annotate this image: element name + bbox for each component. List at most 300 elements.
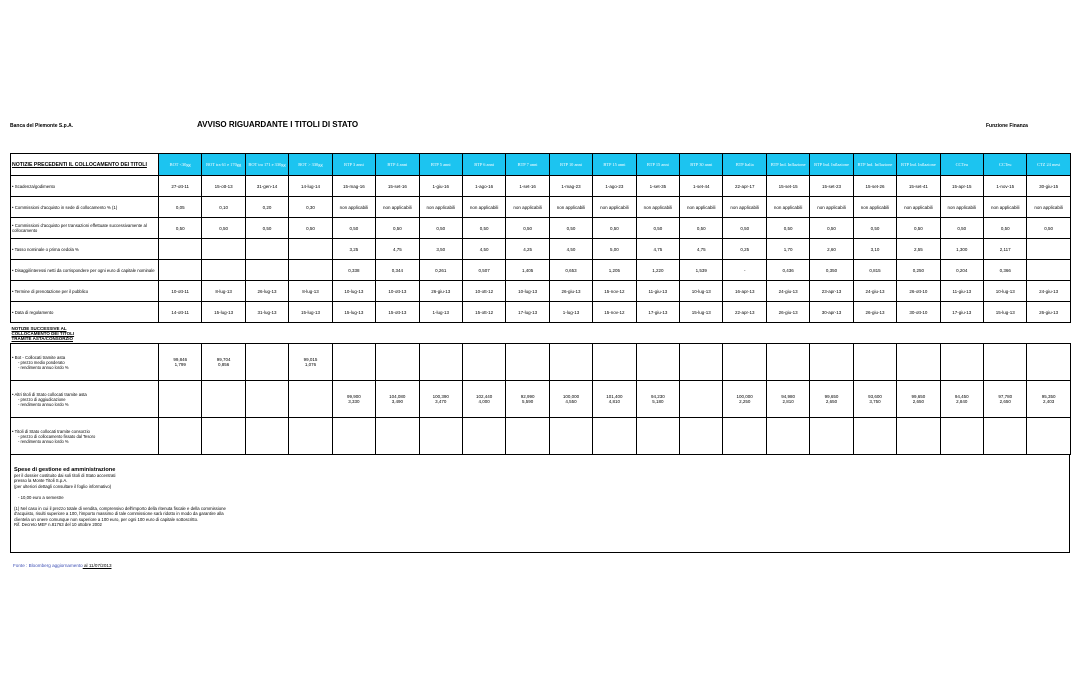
bank-name: Banca del Piemonte S.p.A. bbox=[10, 123, 74, 129]
table-cell: 26-giu-13 bbox=[766, 302, 809, 323]
column-header: BTP Ind. Inflazione bbox=[810, 154, 853, 176]
cell-value: 2,810 bbox=[782, 399, 794, 404]
bond-table bbox=[10, 153, 1071, 455]
table-cell bbox=[636, 381, 679, 418]
table-cell bbox=[159, 418, 202, 455]
table-cell: 1-nov-15 bbox=[984, 176, 1027, 197]
cell-value: 4,550 bbox=[565, 399, 577, 404]
table-cell: 15-lug-13 bbox=[332, 302, 375, 323]
table-cell: 10-lug-13 bbox=[506, 281, 549, 302]
table-cell: 17-giu-13 bbox=[636, 302, 679, 323]
table-cell bbox=[159, 344, 202, 381]
table-cell: 0,50 bbox=[289, 218, 332, 239]
table-cell: 22-apr-17 bbox=[723, 176, 766, 197]
table-cell: 10-ott-12 bbox=[462, 281, 505, 302]
cell-value: 99,650 bbox=[911, 394, 926, 399]
table-cell bbox=[462, 381, 505, 418]
row-label-main: • Titoli di Stato collocati tramite consorzio bbox=[12, 428, 90, 434]
table-cell: non applicabili bbox=[376, 197, 419, 218]
table-cell: 2,60 bbox=[810, 239, 853, 260]
table-cell: 0,50 bbox=[376, 218, 419, 239]
table-cell: 0,50 bbox=[245, 218, 288, 239]
table-cell: non applicabili bbox=[593, 197, 636, 218]
table-cell: 15-lug-13 bbox=[984, 302, 1027, 323]
table-cell: 1-giu-16 bbox=[419, 176, 462, 197]
table-cell: 16-apr-13 bbox=[723, 281, 766, 302]
table-cell: 17-lug-13 bbox=[506, 302, 549, 323]
row-label: • Data di regolamento bbox=[11, 302, 159, 323]
cell-value: 2,250 bbox=[739, 399, 751, 404]
row-label: • Commissioni d'acquisto in sede di collocamento % (1) bbox=[11, 197, 159, 218]
table-cell: 1,70 bbox=[766, 239, 809, 260]
table-cell: 10-lug-13 bbox=[984, 281, 1027, 302]
table-cell bbox=[766, 344, 809, 381]
table-row bbox=[11, 418, 1071, 455]
table-cell bbox=[940, 381, 983, 418]
row-label: • Disaggi/interessi netti da corrispondere per ogni euro di capitale nominale bbox=[11, 260, 159, 281]
table-cell: 10-ott-13 bbox=[376, 281, 419, 302]
cell-value: 100,000 bbox=[562, 394, 580, 399]
table-cell: 0,250 bbox=[897, 260, 940, 281]
cell-value: 2,650 bbox=[999, 399, 1011, 404]
row-label: • Scadenza/godimento bbox=[11, 176, 159, 197]
table-cell bbox=[723, 418, 766, 455]
table-cell: 30-giu-15 bbox=[1027, 176, 1070, 197]
table-cell bbox=[940, 344, 983, 381]
table-cell bbox=[419, 344, 462, 381]
table-cell bbox=[723, 344, 766, 381]
row-label: • Termine di prenotazione per il pubblico bbox=[11, 281, 159, 302]
table-cell: 0,366 bbox=[984, 260, 1027, 281]
table-cell: 26-ott-10 bbox=[897, 281, 940, 302]
cell-value: 3,750 bbox=[869, 399, 881, 404]
table-cell: 26-giu-13 bbox=[419, 281, 462, 302]
cell-value: 95,350 bbox=[1041, 394, 1056, 399]
table-cell bbox=[897, 418, 940, 455]
table-cell: 3,50 bbox=[419, 239, 462, 260]
column-header: CTZ 24 mesi bbox=[1027, 154, 1070, 176]
column-header: BTP 7 anni bbox=[506, 154, 549, 176]
table-cell: 15-set-15 bbox=[766, 176, 809, 197]
table-cell bbox=[984, 418, 1027, 455]
column-header: BTP Ind. Inflazione bbox=[897, 154, 940, 176]
table-cell: 0,50 bbox=[984, 218, 1027, 239]
table-row bbox=[11, 197, 1071, 218]
table-cell: 10-ott-11 bbox=[159, 281, 202, 302]
table-cell bbox=[159, 260, 202, 281]
table-cell: 4,75 bbox=[680, 239, 723, 260]
table-cell bbox=[245, 418, 288, 455]
table-cell: 0,50 bbox=[853, 218, 896, 239]
table-cell: 15-mag-16 bbox=[332, 176, 375, 197]
column-header: BOT <30gg bbox=[159, 154, 202, 176]
note-line: (1) Nel caso in cui il prezzo totale di vendita, comprensivo dell'importo della ritenuta fiscale e della commissione bbox=[14, 506, 226, 512]
table-cell bbox=[202, 418, 245, 455]
table-cell: 15-apr-15 bbox=[940, 176, 983, 197]
column-header: BTP 10 anni bbox=[549, 154, 592, 176]
source-date: al 11/07/2013 bbox=[82, 563, 112, 568]
fees-title: Spese di gestione ed amministrazione bbox=[14, 467, 116, 473]
table-cell: 15-lug-13 bbox=[680, 302, 723, 323]
table-cell bbox=[853, 418, 896, 455]
column-header: BOT tra 61 e 170gg bbox=[202, 154, 245, 176]
table-cell: 0,50 bbox=[332, 218, 375, 239]
cell-value: 3,470 bbox=[435, 399, 447, 404]
row-label: • Tasso nominale o prima cedola % bbox=[11, 239, 159, 260]
table-cell bbox=[680, 418, 723, 455]
column-header: BTP 15 anni bbox=[636, 154, 679, 176]
cell-value: 94,980 bbox=[781, 394, 795, 399]
table-cell bbox=[202, 260, 245, 281]
table-cell: 0,261 bbox=[419, 260, 462, 281]
table-cell: 4,75 bbox=[636, 239, 679, 260]
row-label-sub: - rendimento annuo lordo % bbox=[18, 438, 69, 444]
table-cell: non applicabili bbox=[853, 197, 896, 218]
table-cell: 24-giu-13 bbox=[766, 281, 809, 302]
column-header: BTP 30 anni bbox=[680, 154, 723, 176]
cell-value: 2,403 bbox=[1043, 399, 1055, 404]
fees-amount: - 10,00 euro a semestre bbox=[18, 494, 64, 500]
table-cell: 15-lug-13 bbox=[202, 302, 245, 323]
cell-value: 94,450 bbox=[954, 394, 969, 399]
table-cell: 3,25 bbox=[332, 239, 375, 260]
table-cell: 0,50 bbox=[419, 218, 462, 239]
table-cell bbox=[419, 381, 462, 418]
cell-value: 99,846 bbox=[173, 357, 188, 362]
table-cell: 15-set-16 bbox=[376, 176, 419, 197]
table-cell: 15-ott-12 bbox=[462, 302, 505, 323]
cell-value: 4,810 bbox=[608, 399, 621, 404]
table-cell bbox=[1027, 239, 1070, 260]
cell-value: 100,000 bbox=[736, 394, 753, 399]
table-cell: non applicabili bbox=[810, 197, 853, 218]
cell-value: 2,650 bbox=[912, 399, 925, 404]
column-header: BTP 6 anni bbox=[462, 154, 505, 176]
table-cell: 0,50 bbox=[593, 218, 636, 239]
table-cell bbox=[680, 381, 723, 418]
table-cell bbox=[549, 418, 592, 455]
table-cell: 24-giu-13 bbox=[1027, 281, 1070, 302]
table-cell bbox=[462, 344, 505, 381]
table-cell: 0,50 bbox=[636, 218, 679, 239]
table-cell: 2,55 bbox=[897, 239, 940, 260]
table-cell bbox=[289, 260, 332, 281]
table-cell bbox=[332, 418, 375, 455]
table-cell: 4,75 bbox=[376, 239, 419, 260]
cell-value: 93,600 bbox=[868, 394, 882, 399]
section-after-title bbox=[11, 323, 159, 344]
table-cell bbox=[766, 418, 809, 455]
table-cell: 0,50 bbox=[940, 218, 983, 239]
table-cell: 0,50 bbox=[549, 218, 592, 239]
cell-value: 2,840 bbox=[956, 399, 968, 404]
column-header: BTP 15 anni bbox=[593, 154, 636, 176]
table-cell: 0,25 bbox=[723, 239, 766, 260]
table-cell bbox=[376, 418, 419, 455]
table-cell: 14-ott-11 bbox=[159, 302, 202, 323]
cell-value: 104,080 bbox=[389, 394, 406, 399]
table-cell: non applicabili bbox=[723, 197, 766, 218]
row-label-sub: - prezzo di aggiudicazione bbox=[18, 396, 66, 402]
row-label-sub: - prezzo di collocamento fissato dal Tesoro bbox=[18, 433, 96, 439]
table-cell: 1-set-44 bbox=[680, 176, 723, 197]
table-cell: non applicabili bbox=[940, 197, 983, 218]
section-after-line: TRAMITE ASTA/CONSORZIO bbox=[11, 335, 73, 341]
cell-value: 99,704 bbox=[216, 357, 231, 362]
table-cell: 15-nov-12 bbox=[593, 281, 636, 302]
table-cell: 24-giu-13 bbox=[853, 281, 896, 302]
table-cell: 3,10 bbox=[853, 239, 896, 260]
table-cell: 2,117 bbox=[984, 239, 1027, 260]
table-cell bbox=[1027, 344, 1070, 381]
table-cell bbox=[766, 381, 809, 418]
table-cell: 15-nov-12 bbox=[593, 302, 636, 323]
table-cell: 0,204 bbox=[940, 260, 983, 281]
source-label: Fonte : Bloomberg aggiornamento bbox=[13, 563, 83, 568]
table-cell bbox=[984, 381, 1027, 418]
column-header: BTP Italia bbox=[723, 154, 766, 176]
table-cell bbox=[1027, 418, 1070, 455]
table-cell: 1-set-16 bbox=[506, 176, 549, 197]
table-cell bbox=[940, 418, 983, 455]
table-cell: 11-giu-13 bbox=[636, 281, 679, 302]
table-cell: 1,220 bbox=[636, 260, 679, 281]
table-cell bbox=[376, 344, 419, 381]
row-label: • Commissioni d'acquisto per transazioni effettuate successivamente al collocamento bbox=[11, 218, 159, 239]
table-cell: non applicabili bbox=[1027, 197, 1070, 218]
section-after-line: COLLOCAMENTO DEI TITOLI bbox=[11, 330, 75, 336]
table-cell: 0,20 bbox=[245, 197, 288, 218]
table-cell: 1,300 bbox=[940, 239, 983, 260]
table-cell: 4,50 bbox=[462, 239, 505, 260]
column-header: BOT tra 171 e 330gg bbox=[245, 154, 288, 176]
table-cell bbox=[245, 381, 288, 418]
note-line: clientela un onere comunque non superiore a 100 euro, per ogni 100 euro di capitale sottoscritto. bbox=[14, 516, 199, 522]
table-cell bbox=[159, 381, 202, 418]
table-cell: 1-set-35 bbox=[636, 176, 679, 197]
table-cell: 26-giu-13 bbox=[549, 281, 592, 302]
table-cell bbox=[332, 344, 375, 381]
table-cell bbox=[376, 381, 419, 418]
table-row bbox=[11, 381, 1071, 418]
table-cell bbox=[984, 344, 1027, 381]
table-cell bbox=[245, 260, 288, 281]
table-cell bbox=[853, 344, 896, 381]
table-cell: 30-ott-10 bbox=[897, 302, 940, 323]
table-cell bbox=[202, 239, 245, 260]
table-cell bbox=[853, 381, 896, 418]
table-cell: 1,405 bbox=[506, 260, 549, 281]
section-previous-title: NOTIZIE PRECEDENTI IL COLLOCAMENTO DEI TITOLI bbox=[11, 154, 159, 176]
table-cell: 0,50 bbox=[462, 218, 505, 239]
fees-line: (per ulteriori dettagli consultare il foglio informativo) bbox=[14, 483, 112, 489]
note-line: d'acquisto, risulti superiore a 100, l'importo massimo di tale commissione sarà ridotto in modo da garantire alla bbox=[14, 511, 224, 517]
table-cell bbox=[506, 381, 549, 418]
table-cell bbox=[593, 381, 636, 418]
column-header: BTP Ind. Inflazione bbox=[766, 154, 809, 176]
table-cell: 31-gen-14 bbox=[245, 176, 288, 197]
cell-value: 102,440 bbox=[476, 394, 493, 399]
row-label-sub: - rendimento annuo lordo % bbox=[18, 401, 69, 407]
table-cell bbox=[593, 418, 636, 455]
table-cell bbox=[636, 344, 679, 381]
table-cell: 0,50 bbox=[723, 218, 766, 239]
table-cell: 17-giu-13 bbox=[940, 302, 983, 323]
table-cell: 26-giu-13 bbox=[853, 302, 896, 323]
column-header: CCTeu bbox=[940, 154, 983, 176]
note-line: Rif. Decreto MEF n.81763 del 10 ottobre 2002 bbox=[14, 522, 102, 528]
table-cell: 0,50 bbox=[159, 218, 202, 239]
cell-value: 5,180 bbox=[652, 399, 664, 404]
section-after-line: NOTIZIE SUCCESSIVE AL bbox=[11, 325, 67, 331]
table-cell: non applicabili bbox=[332, 197, 375, 218]
table-cell: 0,507 bbox=[462, 260, 505, 281]
table-cell bbox=[680, 344, 723, 381]
table-cell bbox=[245, 344, 288, 381]
table-cell: non applicabili bbox=[984, 197, 1027, 218]
table-cell: 27-ott-11 bbox=[159, 176, 202, 197]
cell-value: 1,076 bbox=[304, 362, 317, 367]
table-cell: 31-lug-13 bbox=[245, 302, 288, 323]
cell-value: 92,990 bbox=[520, 394, 535, 399]
row-label-main: • Bot - Collocati tramite asta bbox=[12, 354, 66, 360]
table-cell: 0,50 bbox=[202, 218, 245, 239]
table-cell: 0,338 bbox=[332, 260, 375, 281]
table-cell bbox=[549, 381, 592, 418]
table-cell: 26-lug-13 bbox=[245, 281, 288, 302]
cell-value: 99,900 bbox=[347, 394, 361, 399]
table-row bbox=[11, 239, 1071, 260]
table-cell: 0,436 bbox=[766, 260, 809, 281]
table-cell bbox=[289, 418, 332, 455]
fees-line: presso la Monte Titoli S.p.A. bbox=[14, 478, 68, 484]
table-cell: non applicabili bbox=[506, 197, 549, 218]
cell-value: 99,015 bbox=[303, 357, 318, 362]
table-cell: non applicabili bbox=[766, 197, 809, 218]
cell-value: 100,390 bbox=[432, 394, 449, 399]
table-cell: 1-mag-23 bbox=[549, 176, 592, 197]
table-cell: 8-lug-13 bbox=[289, 281, 332, 302]
table-cell: 1,205 bbox=[593, 260, 636, 281]
table-cell: 15-set-41 bbox=[897, 176, 940, 197]
table-cell bbox=[897, 381, 940, 418]
table-cell bbox=[810, 381, 853, 418]
table-cell: 1-ago-16 bbox=[462, 176, 505, 197]
table-cell bbox=[202, 344, 245, 381]
cell-value: 99,650 bbox=[824, 394, 839, 399]
table-cell: non applicabili bbox=[549, 197, 592, 218]
cell-value: 3,490 bbox=[391, 399, 403, 404]
table-cell: 30-apr-13 bbox=[810, 302, 853, 323]
row-label-sub: - prezzo medio ponderato bbox=[18, 359, 65, 365]
table-cell: 23-apr-13 bbox=[810, 281, 853, 302]
cell-value: 1,799 bbox=[174, 362, 186, 367]
table-cell: 15-lug-13 bbox=[289, 302, 332, 323]
table-cell: 0,50 bbox=[897, 218, 940, 239]
table-cell: non applicabili bbox=[636, 197, 679, 218]
table-cell: 15-ott-13 bbox=[376, 302, 419, 323]
table-cell: 26-giu-13 bbox=[1027, 302, 1070, 323]
table-cell: 10-lug-13 bbox=[680, 281, 723, 302]
fees-box bbox=[10, 455, 1070, 553]
table-cell: 0,50 bbox=[810, 218, 853, 239]
table-cell bbox=[289, 381, 332, 418]
table-row bbox=[11, 218, 1071, 239]
table-cell: 0,653 bbox=[549, 260, 592, 281]
department-label: Funzione Finanza bbox=[986, 123, 1028, 129]
table-cell bbox=[332, 381, 375, 418]
table-cell: 22-apr-13 bbox=[723, 302, 766, 323]
table-cell: 5,00 bbox=[593, 239, 636, 260]
column-header: BTP Ind. Inflazione bbox=[853, 154, 896, 176]
column-header: BOT > 330gg bbox=[289, 154, 332, 176]
table-cell bbox=[289, 344, 332, 381]
table-cell: 15-set-26 bbox=[853, 176, 896, 197]
table-cell bbox=[202, 381, 245, 418]
table-cell bbox=[897, 344, 940, 381]
cell-value: 94,230 bbox=[650, 394, 665, 399]
table-cell bbox=[462, 418, 505, 455]
page-title: AVVISO RIGUARDANTE I TITOLI DI STATO bbox=[197, 120, 359, 129]
table-row bbox=[11, 281, 1071, 302]
table-cell bbox=[636, 418, 679, 455]
table-cell: 8-lug-13 bbox=[202, 281, 245, 302]
table-row bbox=[11, 176, 1071, 197]
fees-line: per il dossier costituito dai soli titoli di Stato accentrati bbox=[14, 473, 116, 478]
table-cell bbox=[506, 418, 549, 455]
row-label bbox=[11, 418, 159, 455]
row-label-main: • Altri titoli di Stato collocati tramite asta bbox=[12, 391, 87, 397]
table-cell: non applicabili bbox=[462, 197, 505, 218]
table-cell: 1-lug-13 bbox=[549, 302, 592, 323]
table-cell: 0,815 bbox=[853, 260, 896, 281]
cell-value: 5,590 bbox=[521, 399, 534, 404]
table-cell: 1,539 bbox=[680, 260, 723, 281]
table-cell: 0,50 bbox=[1027, 218, 1070, 239]
table-cell: 11-giu-13 bbox=[940, 281, 983, 302]
table-cell: 0,05 bbox=[159, 197, 202, 218]
column-header: BTP 4 anni bbox=[376, 154, 419, 176]
row-label bbox=[11, 381, 159, 418]
table-cell: 15-ott-13 bbox=[202, 176, 245, 197]
table-cell: 0,50 bbox=[680, 218, 723, 239]
table-cell bbox=[159, 239, 202, 260]
table-cell bbox=[506, 344, 549, 381]
table-cell: - bbox=[723, 260, 766, 281]
table-cell: 0,10 bbox=[202, 197, 245, 218]
cell-value: 3,330 bbox=[348, 399, 360, 404]
table-cell: 0,30 bbox=[289, 197, 332, 218]
table-cell: 4,25 bbox=[506, 239, 549, 260]
row-label bbox=[11, 344, 159, 381]
cell-value: 4,000 bbox=[478, 399, 490, 404]
column-header: BTP 5 anni bbox=[419, 154, 462, 176]
table-cell: 10-lug-13 bbox=[332, 281, 375, 302]
table-cell: 0,50 bbox=[766, 218, 809, 239]
table-row bbox=[11, 344, 1071, 381]
table-cell: 14-lug-14 bbox=[289, 176, 332, 197]
table-cell: 4,50 bbox=[549, 239, 592, 260]
table-cell bbox=[245, 239, 288, 260]
table-cell: 0,344 bbox=[376, 260, 419, 281]
cell-value: 101,400 bbox=[606, 394, 623, 399]
table-cell: non applicabili bbox=[897, 197, 940, 218]
table-cell: non applicabili bbox=[680, 197, 723, 218]
table-cell bbox=[810, 418, 853, 455]
table-cell: 1-ago-23 bbox=[593, 176, 636, 197]
cell-value: 97,780 bbox=[998, 394, 1013, 399]
table-cell: 1-lug-13 bbox=[419, 302, 462, 323]
